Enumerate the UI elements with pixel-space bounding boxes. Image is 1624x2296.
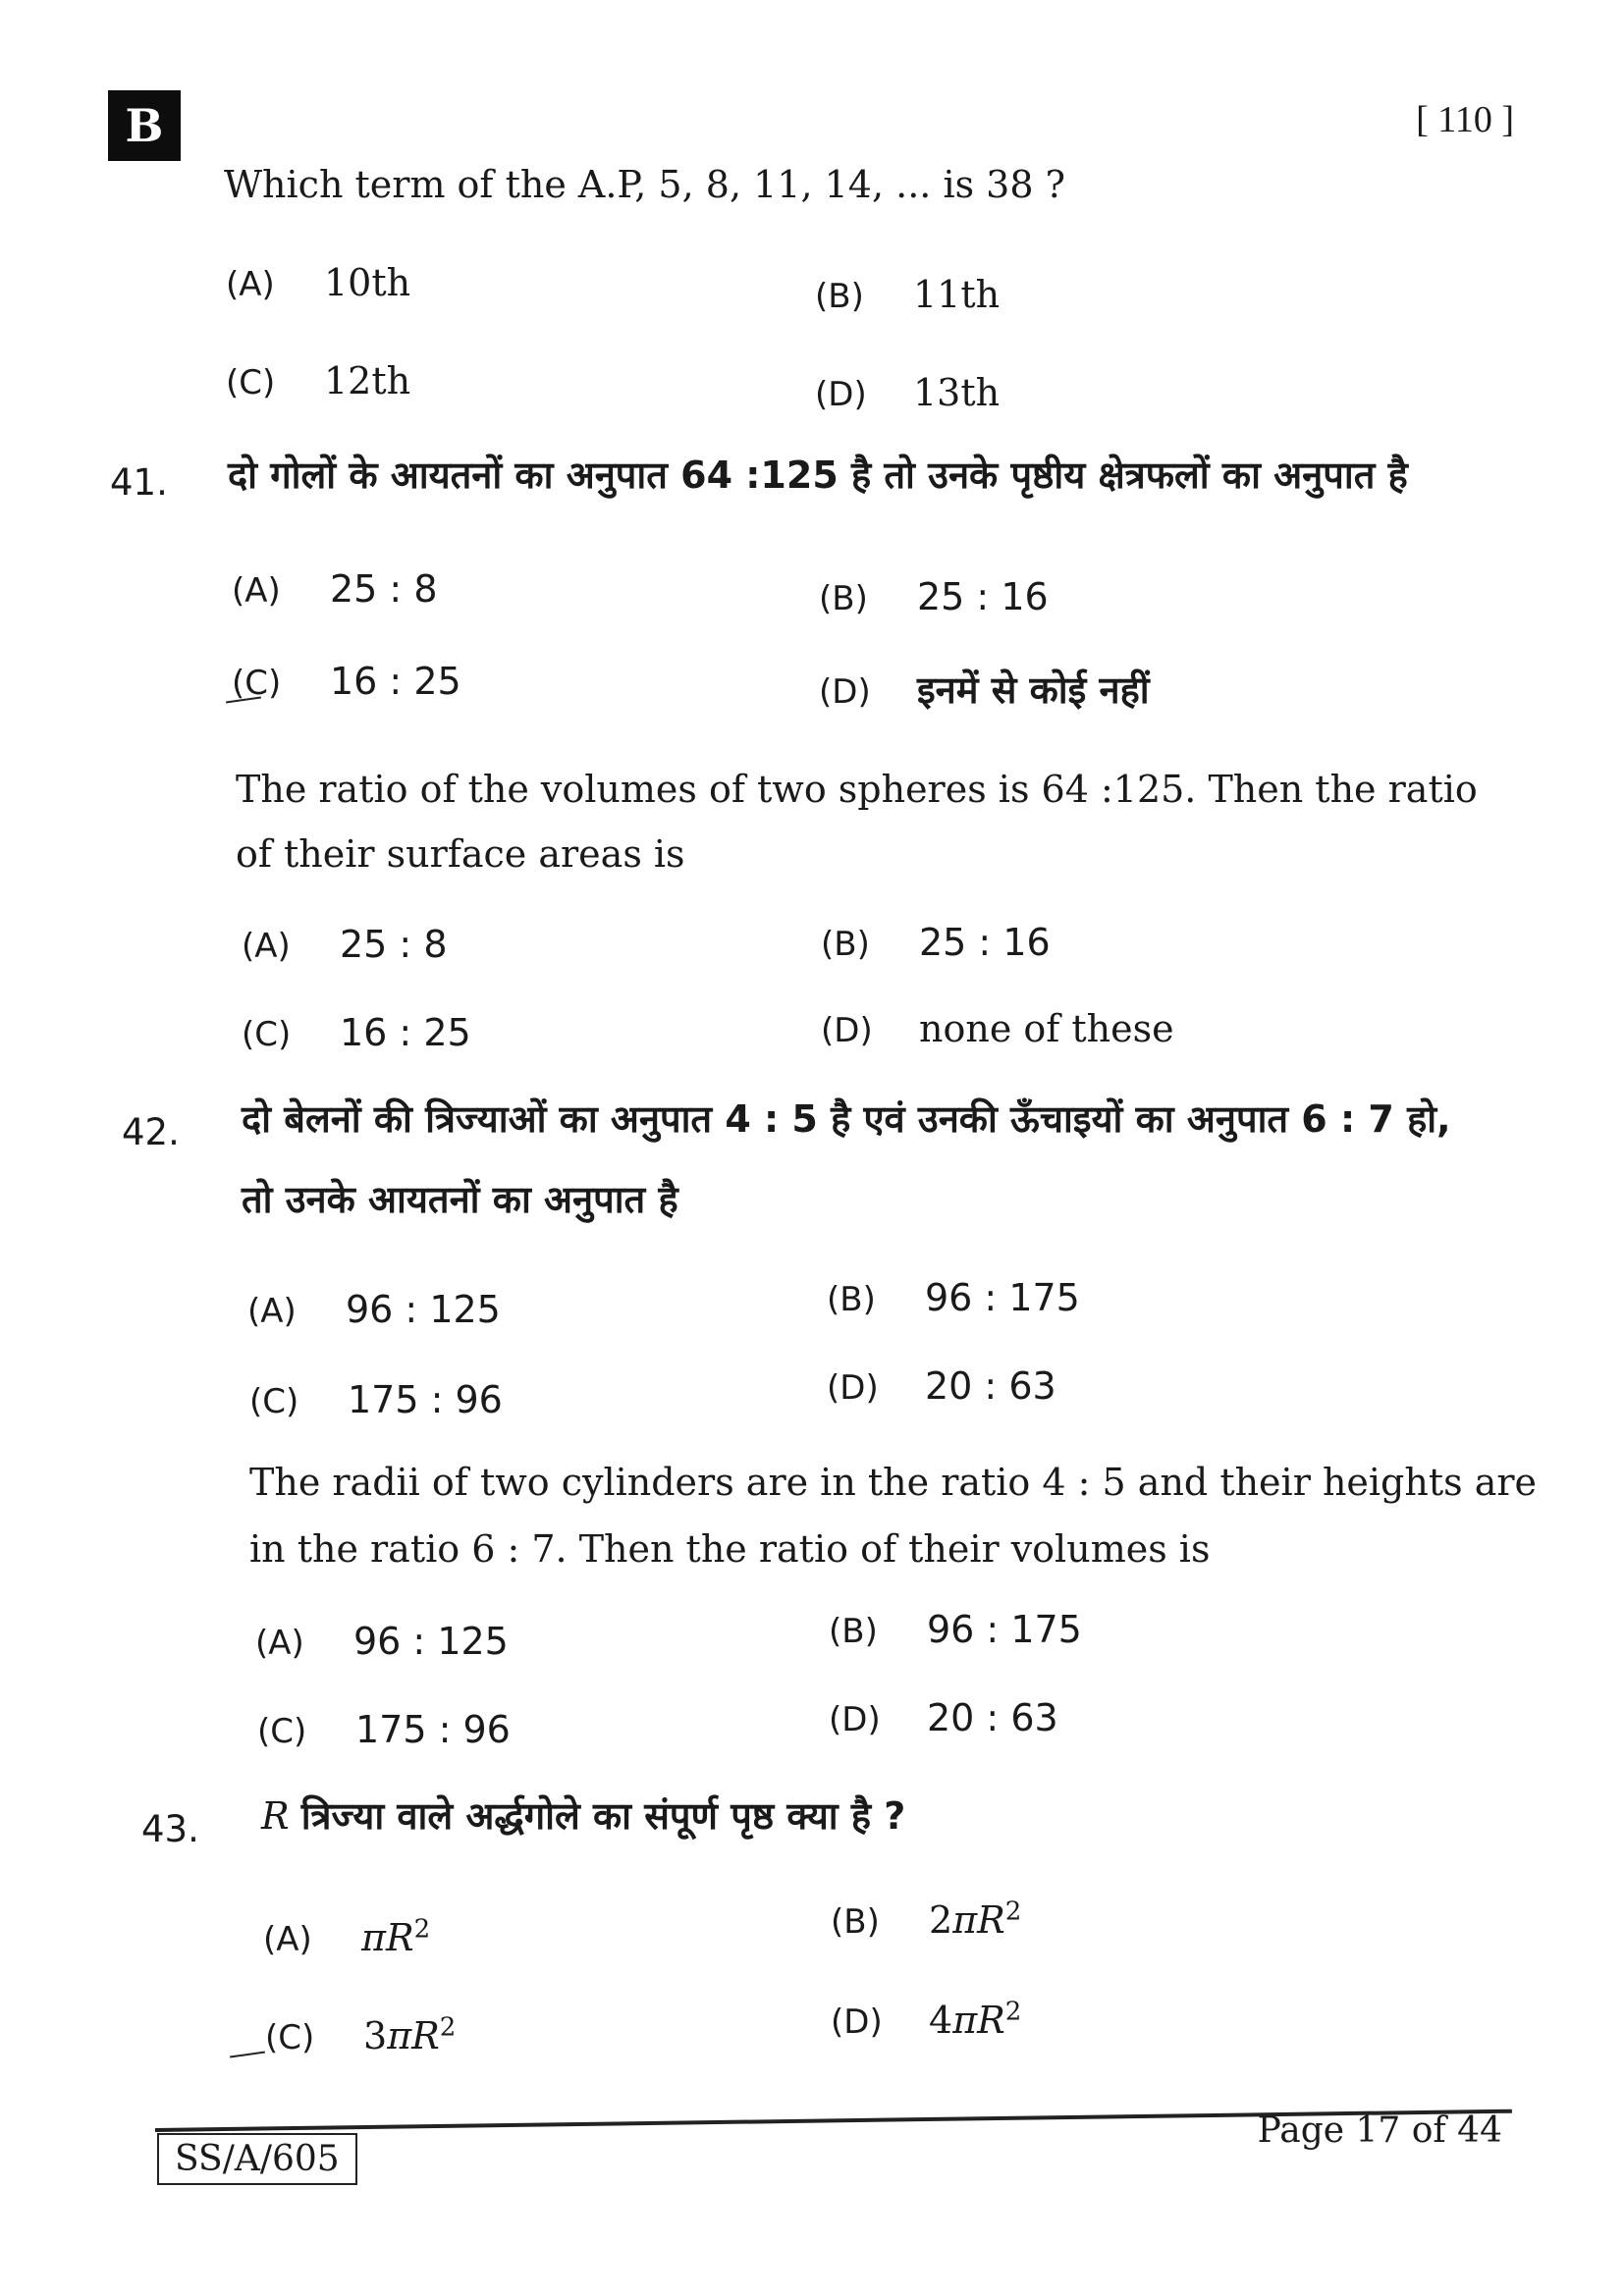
option-label: (D) bbox=[821, 1011, 873, 1050]
q42-en-option-a[interactable] bbox=[255, 1620, 509, 1663]
option-label: (A) bbox=[255, 1624, 304, 1663]
q41-question-hi: दो गोलों के आयतनों का अनुपात 64 :125 है तो उनके पृष्ठीय क्षेत्रफलों का अनुपात है bbox=[228, 454, 1408, 497]
option-label: (C) bbox=[242, 1015, 292, 1054]
option-label: (B) bbox=[815, 277, 864, 316]
q42-hi-option-b[interactable] bbox=[827, 1276, 1080, 1319]
q41-hi-option-c[interactable] bbox=[232, 660, 461, 703]
q42-question-en-line2: in the ratio 6 : 7. Then the ratio of their volumes is bbox=[249, 1527, 1211, 1571]
q43-option-a[interactable] bbox=[263, 1914, 430, 1959]
q41-en-option-d[interactable] bbox=[821, 1007, 1174, 1050]
option-value: 16 : 25 bbox=[330, 660, 461, 703]
option-label: (B) bbox=[831, 1901, 880, 1942]
q42-en-option-c[interactable] bbox=[257, 1708, 511, 1751]
q42-en-option-b[interactable] bbox=[829, 1608, 1082, 1651]
option-value: $2\pi R^2$ bbox=[929, 1896, 1022, 1942]
option-value: 12th bbox=[324, 359, 411, 402]
option-label: (A) bbox=[226, 265, 275, 304]
option-value: 25 : 8 bbox=[330, 567, 438, 611]
q43-option-b[interactable] bbox=[831, 1896, 1021, 1942]
q42-question-hi-line2: तो उनके आयतनों का अनुपात है bbox=[242, 1178, 678, 1221]
q43-option-d[interactable] bbox=[831, 1997, 1021, 2042]
q42-question-en-line1: The radii of two cylinders are in the ratio 4 : 5 and their heights are bbox=[249, 1461, 1538, 1504]
q40-option-a[interactable] bbox=[226, 261, 410, 304]
q41-en-option-c[interactable] bbox=[242, 1011, 471, 1054]
option-label: (B) bbox=[829, 1612, 878, 1651]
set-badge: B bbox=[108, 90, 181, 161]
option-label: (D) bbox=[831, 2002, 883, 2042]
page-number: Page 17 of 44 bbox=[1257, 2110, 1502, 2151]
q40-option-d[interactable] bbox=[815, 371, 1000, 414]
q41-en-option-b[interactable] bbox=[821, 921, 1051, 964]
q41-hi-option-d[interactable] bbox=[819, 664, 1150, 715]
option-value: none of these bbox=[919, 1007, 1174, 1050]
option-value: इनमें से कोई नहीं bbox=[917, 668, 1150, 712]
q40-option-b[interactable] bbox=[815, 273, 1000, 316]
option-label: (B) bbox=[827, 1280, 876, 1319]
q43-number: 43. bbox=[141, 1808, 199, 1850]
option-value: 13th bbox=[913, 371, 1001, 414]
option-value: 10th bbox=[324, 261, 411, 304]
q42-number: 42. bbox=[122, 1111, 180, 1153]
option-label: (D) bbox=[829, 1700, 881, 1739]
q43-question-hi: त्रिज्या वाले अर्द्धगोले का संपूर्ण पृष्ठ क्या है ? bbox=[300, 1794, 906, 1838]
page-code: [ 110 ] bbox=[1416, 99, 1514, 140]
q40-question-en: Which term of the A.P, 5, 8, 11, 14, ... is 38 ? bbox=[224, 163, 1065, 206]
option-label: (C) bbox=[226, 363, 276, 402]
option-value: 96 : 175 bbox=[927, 1608, 1082, 1651]
option-value: 20 : 63 bbox=[927, 1696, 1058, 1739]
option-label: (C) bbox=[265, 2017, 315, 2057]
option-label: (D) bbox=[819, 672, 871, 712]
option-label: (C) bbox=[232, 664, 282, 703]
q42-hi-option-a[interactable] bbox=[247, 1288, 501, 1331]
q41-question-en-line1: The ratio of the volumes of two spheres is 64 :125. Then the ratio bbox=[236, 768, 1478, 811]
option-label: (D) bbox=[815, 375, 867, 414]
option-label: (D) bbox=[827, 1368, 879, 1408]
q41-question-en-line2: of their surface areas is bbox=[236, 832, 685, 876]
q42-hi-option-d[interactable] bbox=[827, 1364, 1056, 1408]
option-value: 25 : 16 bbox=[919, 921, 1051, 964]
q41-en-option-a[interactable] bbox=[242, 923, 448, 966]
option-value: 11th bbox=[913, 273, 1001, 316]
answer-tick-mark bbox=[230, 2052, 265, 2058]
option-label: (A) bbox=[247, 1292, 297, 1331]
option-label: (A) bbox=[232, 571, 281, 611]
option-value: $\pi R^2$ bbox=[361, 1914, 431, 1959]
option-value: 25 : 8 bbox=[340, 923, 448, 966]
option-value: 96 : 175 bbox=[925, 1276, 1080, 1319]
option-value: 96 : 125 bbox=[353, 1620, 509, 1663]
option-label: (B) bbox=[819, 579, 868, 618]
paper-code: SS/A/605 bbox=[157, 2133, 357, 2185]
q40-option-c[interactable] bbox=[226, 359, 410, 402]
option-value: 25 : 16 bbox=[917, 575, 1049, 618]
option-value: 175 : 96 bbox=[355, 1708, 511, 1751]
q42-question-hi-line1: दो बेलनों की त्रिज्याओं का अनुपात 4 : 5 है एवं उनकी ऊँचाइयों का अनुपात 6 : 7 हो, bbox=[242, 1097, 1451, 1141]
q42-hi-option-c[interactable] bbox=[249, 1378, 503, 1421]
option-value: 16 : 25 bbox=[340, 1011, 471, 1054]
option-label: (B) bbox=[821, 925, 870, 964]
option-label: (C) bbox=[249, 1382, 299, 1421]
option-label: (A) bbox=[242, 927, 291, 966]
q41-hi-option-a[interactable] bbox=[232, 567, 438, 611]
option-value: $4\pi R^2$ bbox=[929, 1997, 1022, 2042]
q43-variable: R bbox=[261, 1794, 290, 1838]
option-value: 20 : 63 bbox=[925, 1364, 1056, 1408]
q42-en-option-d[interactable] bbox=[829, 1696, 1058, 1739]
option-value: $3\pi R^2$ bbox=[363, 2012, 457, 2057]
option-label: (C) bbox=[257, 1712, 307, 1751]
q41-number: 41. bbox=[110, 461, 168, 504]
q43-question bbox=[261, 1794, 905, 1840]
option-value: 96 : 125 bbox=[346, 1288, 501, 1331]
option-value: 175 : 96 bbox=[348, 1378, 503, 1421]
q43-option-c[interactable] bbox=[265, 2012, 456, 2057]
option-label: (A) bbox=[263, 1919, 312, 1959]
q41-hi-option-b[interactable] bbox=[819, 575, 1049, 618]
